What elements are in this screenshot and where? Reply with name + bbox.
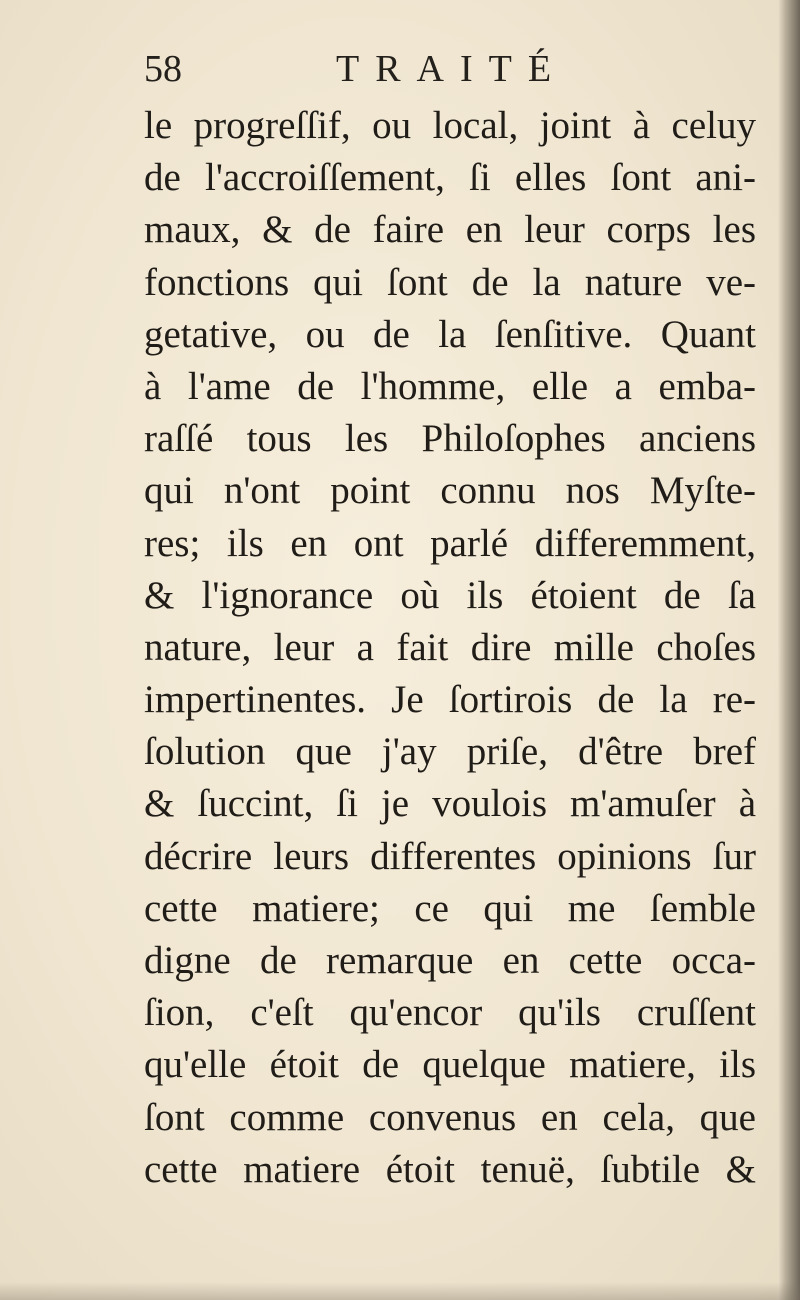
text-line: getative, ou de la ſenſitive. Quant: [144, 312, 756, 356]
text-line: ſont comme convenus en cela, que: [144, 1095, 756, 1139]
body-text: [144, 100, 756, 1196]
text-line: décrire leurs differentes opinions ſur: [144, 834, 756, 878]
page-header: [144, 44, 764, 94]
text-line: cette matiere étoit tenuë, ſubtile &: [144, 1147, 756, 1191]
text-line: fonctions qui ſont de la nature ve-: [144, 260, 756, 304]
text-line: & l'ignorance où ils étoient de ſa: [144, 573, 756, 617]
running-title: TRAITÉ: [336, 48, 568, 90]
text-line: de l'accroiſſement, ſi elles ſont ani-: [144, 156, 756, 200]
page-bottom-shadow: [0, 1282, 800, 1300]
text-line: qu'elle étoit de quelque matiere, ils: [144, 1043, 756, 1087]
text-line: cette matiere; ce qui me ſemble: [144, 886, 756, 930]
text-line: & ſuccint, ſi je voulois m'amuſer à: [144, 782, 756, 826]
text-line: ſion, c'eſt qu'encor qu'ils cruſſent: [144, 991, 756, 1035]
text-line: impertinentes. Je ſortirois de la re-: [144, 678, 756, 722]
text-line: digne de remarque en cette occa-: [144, 939, 756, 982]
text-line: res; ils en ont parlé differemment,: [144, 521, 756, 565]
text-line: qui n'ont point connu nos Myſte-: [144, 469, 756, 513]
text-line: maux, & de faire en leur corps les: [144, 208, 756, 252]
page-gutter-edge: [778, 0, 800, 1300]
text-line: raſſé tous les Philoſophes anciens: [144, 417, 756, 461]
text-line: à l'ame de l'homme, elle a emba-: [144, 364, 756, 408]
text-line: le progreſſif, ou local, joint à celuy: [144, 104, 756, 147]
text-line: ſolution que j'ay priſe, d'être bref: [144, 730, 756, 774]
text-line: nature, leur a fait dire mille choſes: [144, 625, 756, 669]
page-number: 58: [144, 48, 182, 90]
